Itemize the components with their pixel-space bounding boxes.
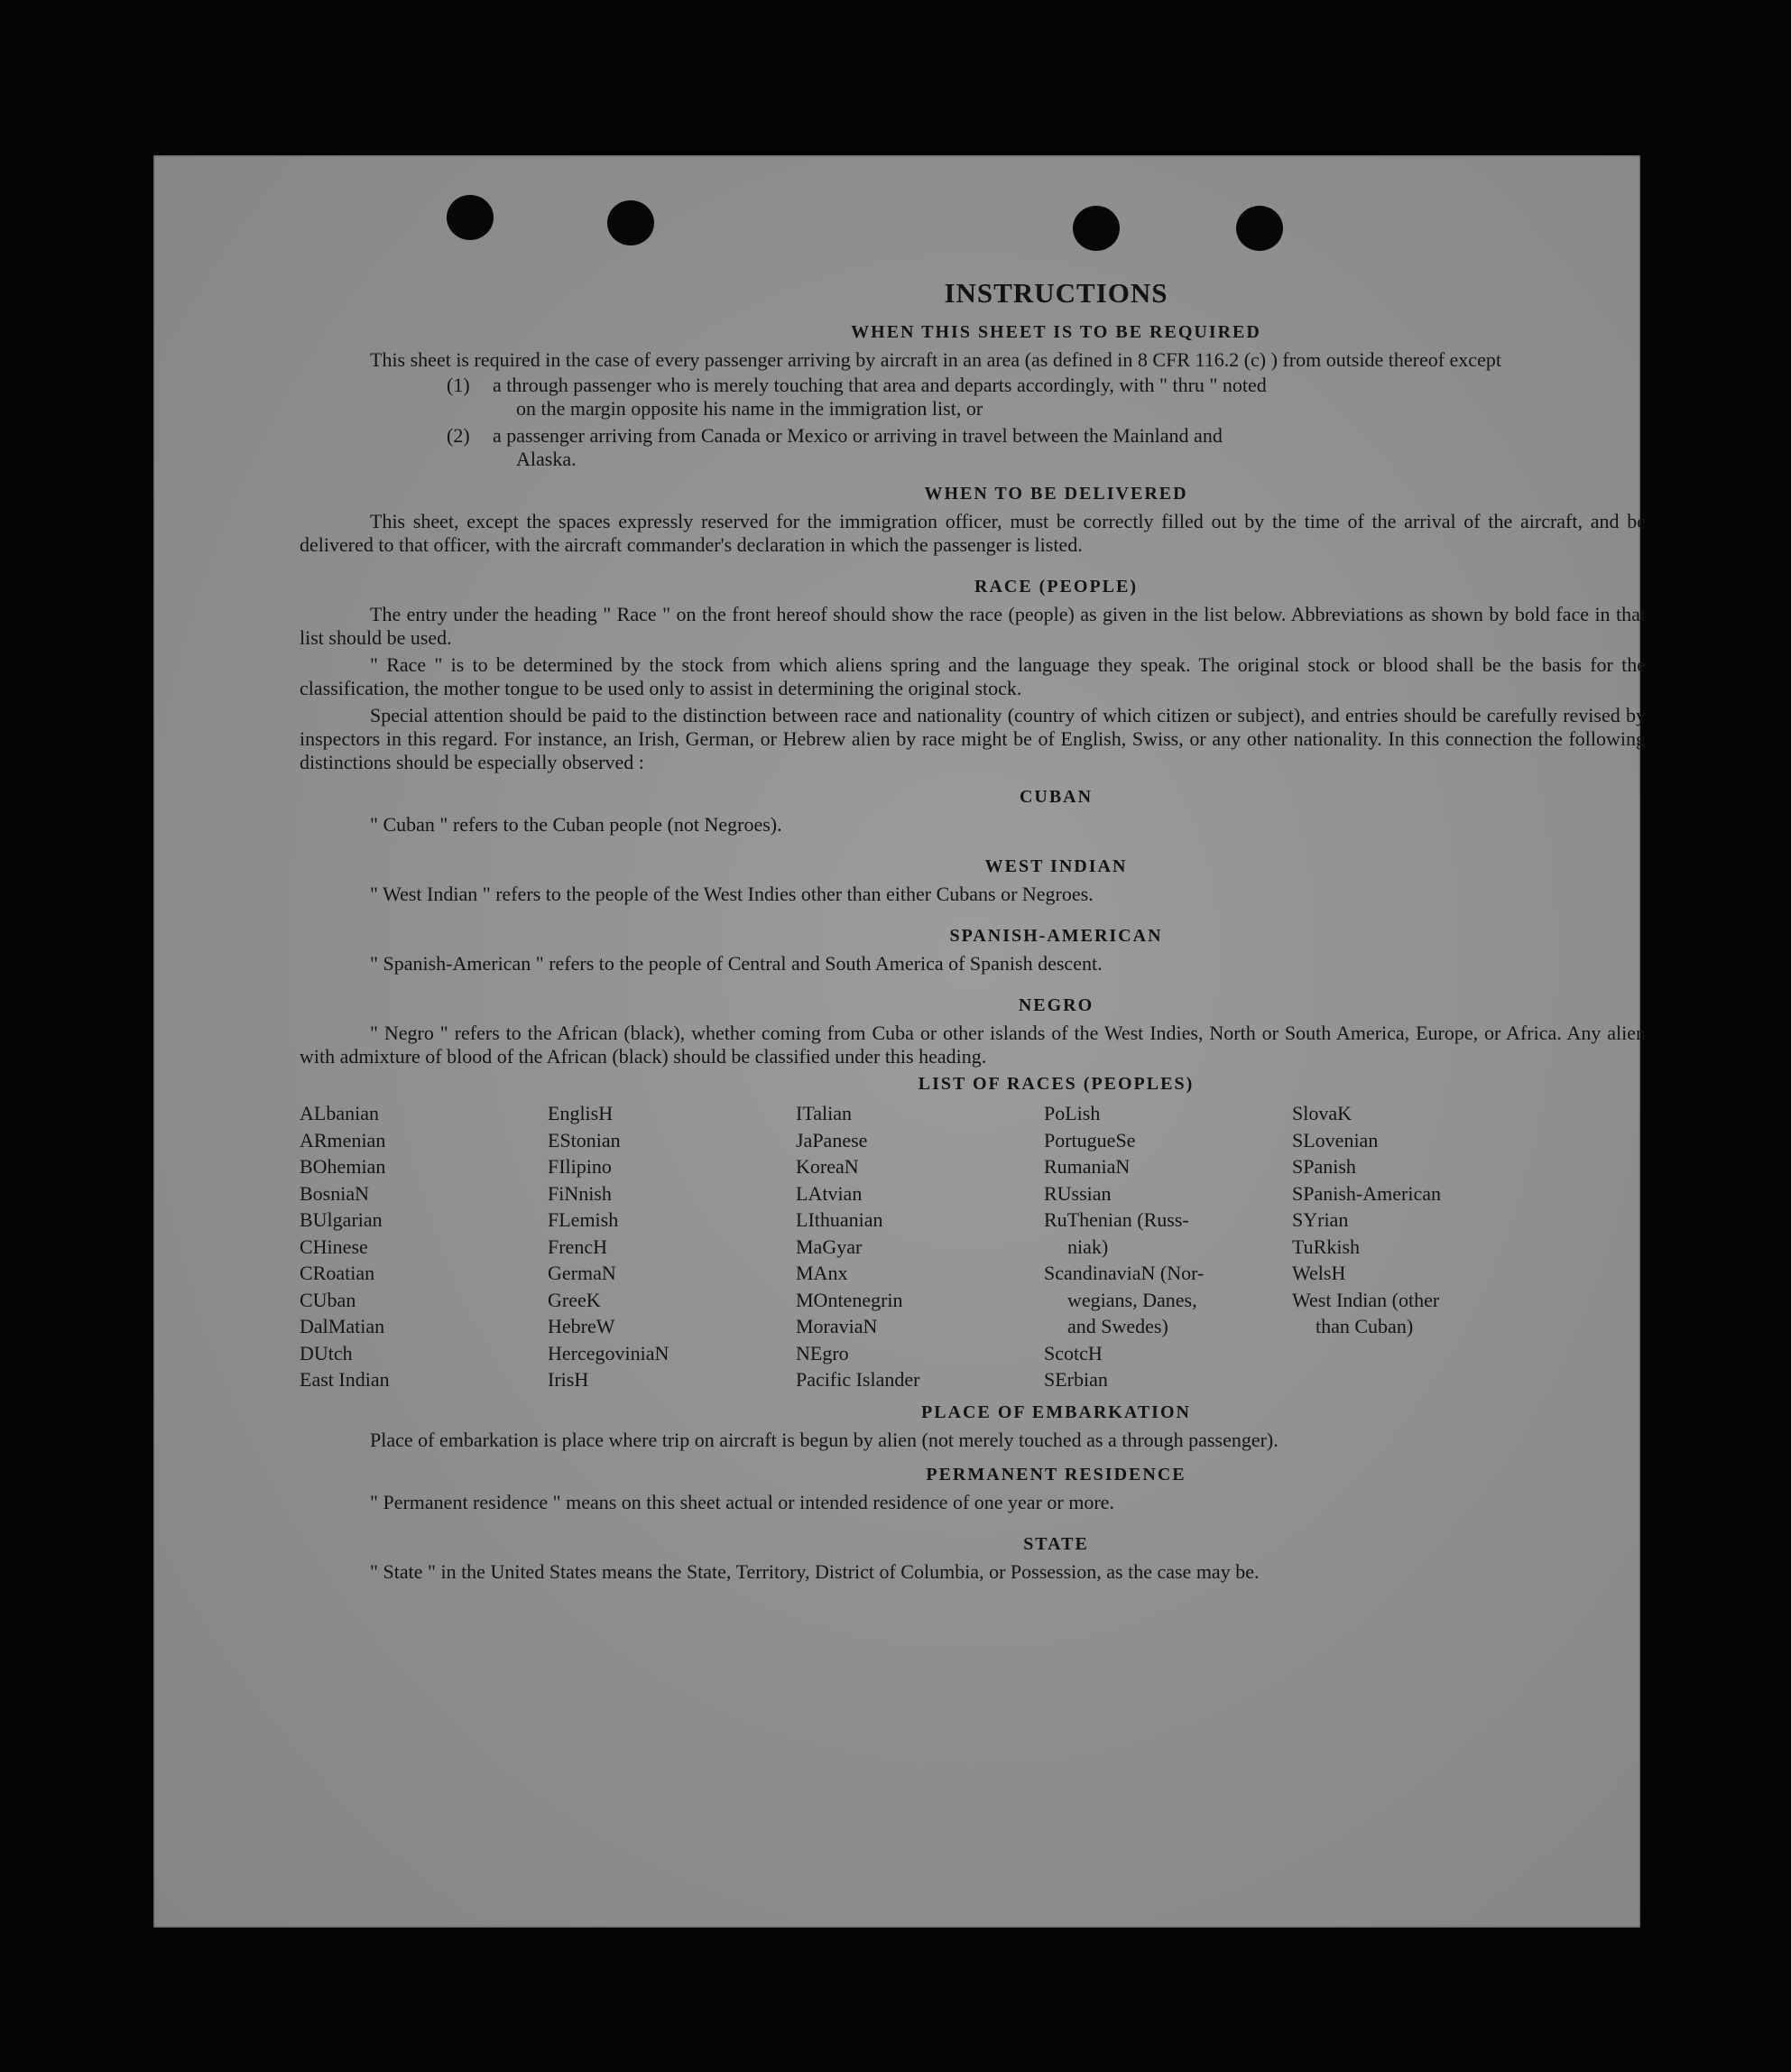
page-title: INSTRUCTIONS bbox=[944, 277, 1168, 309]
races-column-3 bbox=[796, 1100, 1044, 1393]
race-entry: ITalian bbox=[796, 1102, 852, 1124]
race-entry: SPanish-American bbox=[1292, 1181, 1441, 1205]
item-text-continued: on the margin opposite his name in the immigration list, or bbox=[516, 397, 983, 420]
race-entry: MaGyar bbox=[796, 1235, 863, 1258]
spanish-american-text: " Spanish-American " refers to the people of Central and South America of Spanish descent. bbox=[370, 952, 1103, 975]
race-paragraph-2: " Race " is to be determined by the stock from which aliens spring and the language they speak. The original stock or blood shall be the basis for the classification, the mother tongue to be used only to assist in determining the original stock. bbox=[300, 653, 1646, 699]
race-entry: EStonian bbox=[548, 1128, 621, 1152]
cuban-text: " Cuban " refers to the Cuban people (not Negroes). bbox=[370, 813, 782, 836]
race-entry: DUtch bbox=[300, 1341, 353, 1364]
race-entry: RUssian bbox=[1044, 1181, 1112, 1205]
race-entry: ARmenian bbox=[300, 1128, 386, 1152]
race-entry-continued: niak) bbox=[1067, 1235, 1109, 1258]
race-entry: PortugueSe bbox=[1044, 1128, 1136, 1152]
punch-hole-1 bbox=[447, 195, 494, 240]
item-number: (1) bbox=[447, 374, 470, 396]
race-entry: BOhemian bbox=[300, 1155, 386, 1178]
item-text: a passenger arriving from Canada or Mexico or arriving in travel between the Mainland and bbox=[493, 424, 1223, 447]
race-entry-continued: and Swedes) bbox=[1067, 1315, 1168, 1337]
race-entry: DalMatian bbox=[300, 1315, 385, 1337]
race-entry: FIlipino bbox=[548, 1155, 612, 1178]
heading-permanent-residence: PERMANENT RESIDENCE bbox=[926, 1464, 1186, 1485]
negro-text: " Negro " refers to the African (black), whether coming from Cuba or other islands of the West Indies, North or South America, Europe, or Africa. Any alien with admixture of blood of the African (black) should be classified under this heading. bbox=[300, 1022, 1646, 1068]
race-entry: KoreaN bbox=[796, 1155, 859, 1178]
punch-hole-3 bbox=[1073, 206, 1120, 251]
heading-spanish-american: SPANISH-AMERICAN bbox=[949, 926, 1163, 946]
race-entry: EnglisH bbox=[548, 1102, 614, 1124]
race-entry: FiNnish bbox=[548, 1181, 612, 1205]
embarkation-text: Place of embarkation is place where trip on aircraft is begun by alien (not merely touched as a through passenger). bbox=[370, 1428, 1279, 1451]
heading-required: WHEN THIS SHEET IS TO BE REQUIRED bbox=[851, 322, 1261, 342]
race-entry: RuThenian (Russ- bbox=[1044, 1208, 1189, 1231]
races-column-5 bbox=[1292, 1100, 1500, 1393]
heading-cuban: CUBAN bbox=[1019, 787, 1094, 807]
race-entry: PoLish bbox=[1044, 1102, 1101, 1124]
race-entry: SlovaK bbox=[1292, 1102, 1352, 1124]
race-entry: SPanish bbox=[1292, 1155, 1356, 1178]
race-entry: FrencH bbox=[548, 1235, 607, 1258]
document-sheet bbox=[153, 155, 1646, 1928]
race-entry: IrisH bbox=[548, 1368, 589, 1391]
race-entry: SErbian bbox=[1044, 1368, 1108, 1391]
heading-embarkation: PLACE OF EMBARKATION bbox=[921, 1401, 1191, 1422]
item-text: a through passenger who is merely touching that area and departs accordingly, with " thru " noted bbox=[493, 374, 1267, 396]
race-entry: LAtvian bbox=[796, 1181, 863, 1205]
lower-sections bbox=[300, 1402, 1646, 1584]
race-entry: ScandinaviaN (Nor- bbox=[1044, 1262, 1205, 1284]
item-text-continued: Alaska. bbox=[516, 448, 577, 470]
heading-state: STATE bbox=[1023, 1533, 1089, 1554]
race-entry: CUban bbox=[300, 1288, 356, 1311]
heading-negro: NEGRO bbox=[1018, 995, 1094, 1015]
exception-item-2 bbox=[300, 424, 1646, 471]
races-column-4 bbox=[1044, 1100, 1292, 1393]
heading-delivered: WHEN TO BE DELIVERED bbox=[924, 484, 1188, 504]
races-list bbox=[300, 1100, 1646, 1393]
race-entry: GreeK bbox=[548, 1288, 601, 1311]
race-entry: HebreW bbox=[548, 1315, 615, 1337]
race-entry: ALbanian bbox=[300, 1102, 379, 1124]
race-entry: LIthuanian bbox=[796, 1208, 883, 1231]
races-column-1 bbox=[300, 1100, 548, 1393]
race-paragraph-1: The entry under the heading " Race " on the front hereof should show the race (people) as given in the list below. Abbreviations as shown by bold face in that list should be used. bbox=[300, 603, 1646, 649]
punch-hole-4 bbox=[1236, 206, 1283, 251]
state-text: " State " in the United States means the State, Territory, District of Columbia, or Possession, as the case may be. bbox=[370, 1559, 1260, 1583]
race-entry: CHinese bbox=[300, 1235, 368, 1258]
heading-west-indian: WEST INDIAN bbox=[984, 856, 1128, 876]
item-number: (2) bbox=[447, 424, 470, 447]
punch-hole-2 bbox=[607, 200, 654, 245]
race-entry: TuRkish bbox=[1292, 1235, 1361, 1258]
race-entry: East Indian bbox=[300, 1368, 390, 1391]
race-entry: SYrian bbox=[1292, 1208, 1349, 1231]
race-entry: ScotcH bbox=[1044, 1341, 1103, 1364]
race-entry: MoraviaN bbox=[796, 1315, 878, 1337]
race-entry: MAnx bbox=[796, 1262, 848, 1284]
required-intro: This sheet is required in the case of every passenger arriving by aircraft in an area (as defined in 8 CFR 116.2 (c) ) from outside thereof except bbox=[370, 348, 1501, 371]
race-entry: Pacific Islander bbox=[796, 1368, 920, 1391]
heading-race: RACE (PEOPLE) bbox=[974, 577, 1138, 597]
race-entry: West Indian (other bbox=[1292, 1288, 1440, 1311]
races-column-2 bbox=[548, 1100, 796, 1393]
exception-item-1 bbox=[300, 374, 1646, 421]
race-entry: MOntenegrin bbox=[796, 1288, 903, 1311]
race-entry: BosniaN bbox=[300, 1181, 369, 1205]
race-entry: GermaN bbox=[548, 1262, 616, 1284]
race-entry: BUlgarian bbox=[300, 1208, 383, 1231]
race-entry: HercegoviniaN bbox=[548, 1341, 669, 1364]
race-entry: JaPanese bbox=[796, 1128, 868, 1152]
race-entry: WelsH bbox=[1292, 1262, 1346, 1284]
residence-text: " Permanent residence " means on this sheet actual or intended residence of one year or more. bbox=[370, 1490, 1114, 1513]
race-entry: NEgro bbox=[796, 1341, 849, 1364]
race-entry: CRoatian bbox=[300, 1262, 375, 1284]
heading-list-of-races: LIST OF RACES (PEOPLES) bbox=[918, 1074, 1195, 1094]
west-indian-text: " West Indian " refers to the people of the West Indies other than either Cubans or Negroes. bbox=[370, 883, 1094, 905]
race-paragraph-3: Special attention should be paid to the distinction between race and nationality (country of which citizen or subject), and entries should be carefully revised by inspectors in this regard. For instance, an Irish, German, or Hebrew alien by race might be of English, Swiss, or any other nationality. In this connection the following distinctions should be especially observed : bbox=[300, 704, 1646, 773]
race-entry: SLovenian bbox=[1292, 1128, 1379, 1152]
race-entry-continued: than Cuban) bbox=[1316, 1315, 1414, 1337]
race-entry: RumaniaN bbox=[1044, 1155, 1131, 1178]
instructions-content bbox=[300, 277, 1646, 1584]
race-entry: FLemish bbox=[548, 1208, 619, 1231]
delivered-text: This sheet, except the spaces expressly reserved for the immigration officer, must be correctly filled out by the time of the arrival of the aircraft, and be delivered to that officer, with the aircraft commander's declaration in which the passenger is listed. bbox=[300, 510, 1646, 556]
race-entry-continued: wegians, Danes, bbox=[1067, 1288, 1197, 1311]
